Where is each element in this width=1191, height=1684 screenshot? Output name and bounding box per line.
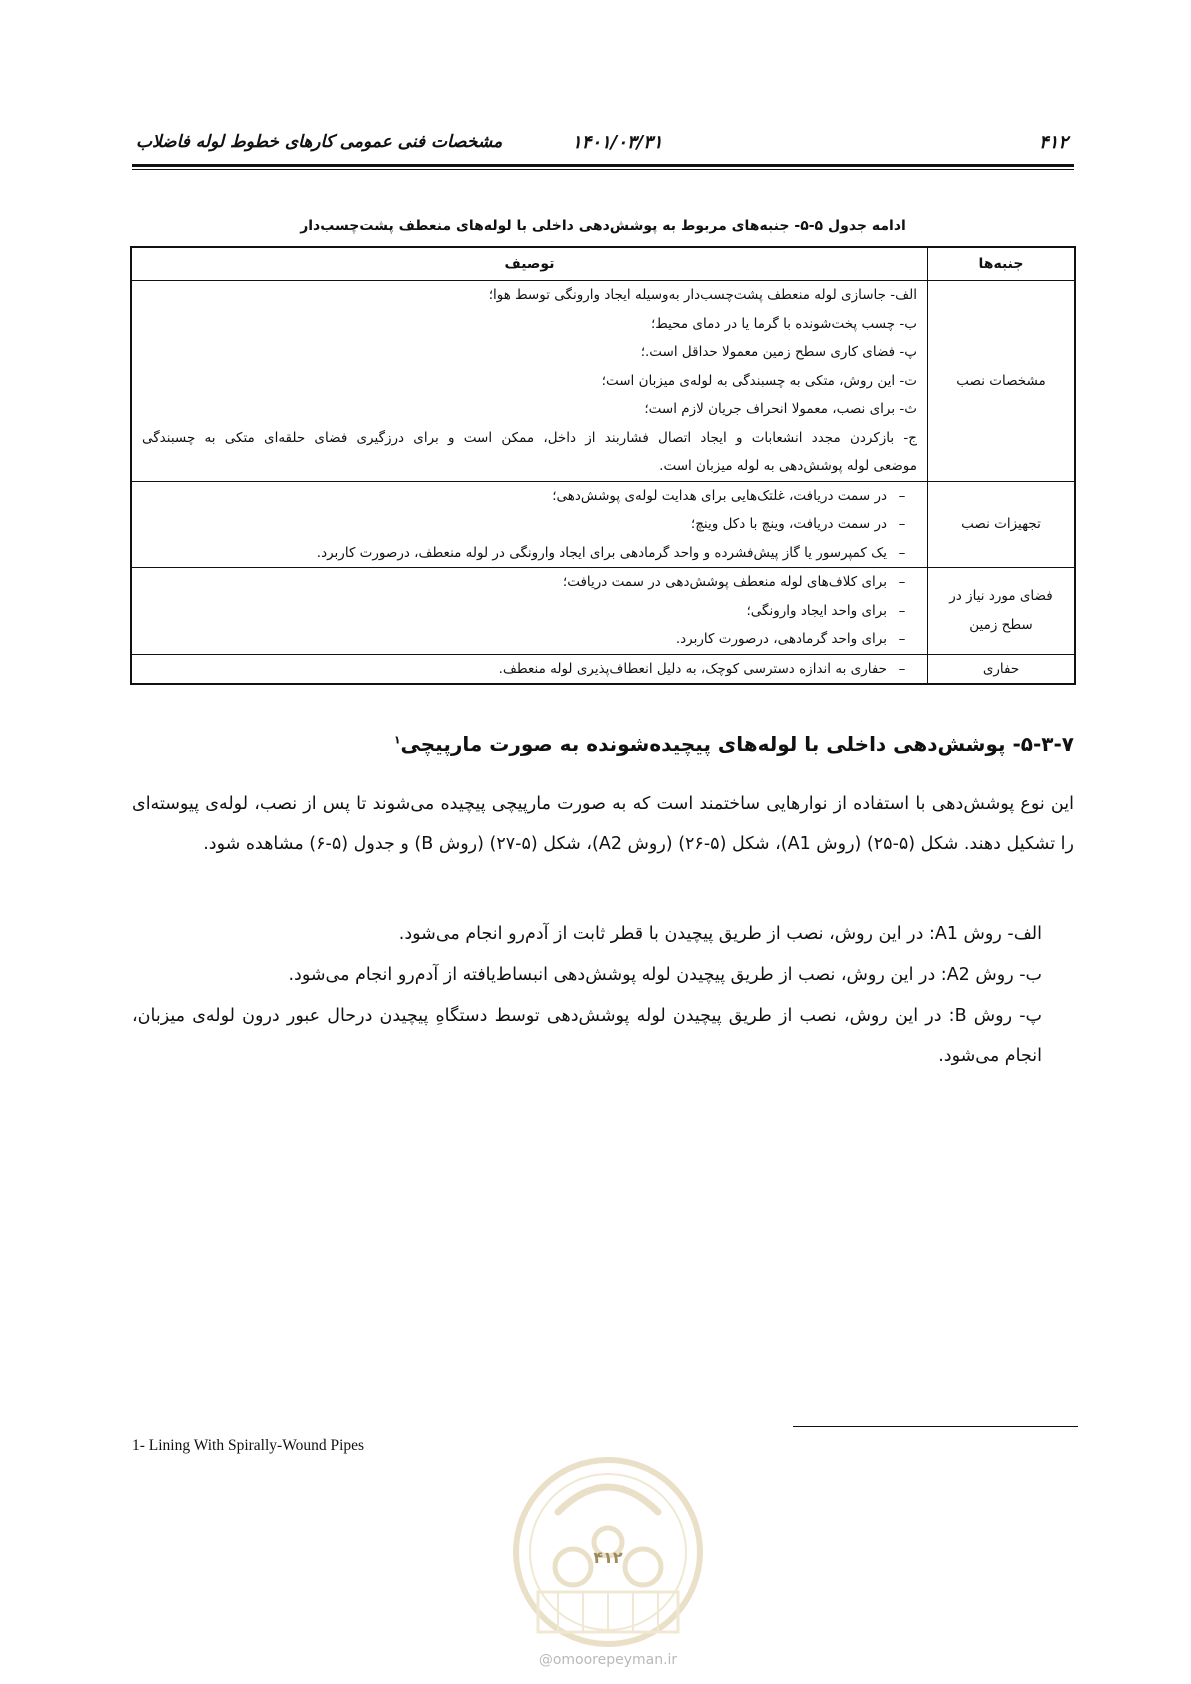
aspect-line: فضای مورد نیاز در <box>949 588 1053 605</box>
section-heading <box>132 732 1074 756</box>
list-item-text: برای کلاف‌های لوله منعطف پوشش‌دهی در سمت دریافت؛ <box>562 574 887 590</box>
list-item-text: یک کمپرسور یا گاز پیش‌فشرده و واحد گرمادهی برای ایجاد وارونگی در لوله منعطف، درصورت کاربرد. <box>316 544 887 561</box>
table-row <box>131 281 1075 482</box>
list-item <box>142 482 917 511</box>
aspect-cell: تجهیزات نصب <box>928 481 1076 568</box>
column-header-aspects: جنبه‌ها <box>928 247 1076 281</box>
description-line: الف- جاسازی لوله منعطف پشت‌چسب‌دار به‌وسیله ایجاد وارونگی توسط هوا؛ <box>488 287 917 303</box>
description-cell <box>131 281 928 482</box>
description-line: موضعی لوله پوشش‌دهی به لوله میزبان است. <box>659 458 917 474</box>
dash-marker: – <box>898 487 906 504</box>
section-heading-text: ۵-۳-۷- پوشش‌دهی داخلی با لوله‌های پیچیده‌شونده به صورت مارپیچی <box>400 732 1074 756</box>
method-item-a1: الف- روش A1: در این روش، نصب از طریق پیچیدن با قطر ثابت از آدم‌رو انجام می‌شود. <box>398 924 1042 944</box>
aspect-cell <box>928 568 1076 655</box>
description-cell <box>131 481 928 568</box>
aspect-cell: مشخصات نصب <box>928 281 1076 482</box>
page-header <box>132 116 1074 156</box>
list-item-text: برای واحد ایجاد وارونگی؛ <box>746 602 887 619</box>
list-item-text: برای واحد گرمادهی، درصورت کاربرد. <box>675 631 887 647</box>
aspect-line: سطح زمین <box>969 616 1033 633</box>
description-line: ت- این روش، متکی به چسبندگی به لوله‌ی میزبان است؛ <box>601 372 917 389</box>
description-line: پ- فضای کاری سطح زمین معمولا حداقل است.؛ <box>640 344 917 360</box>
watermark-page-number: ۴۱۲ <box>593 1548 623 1567</box>
document-date: ۱۴۰۱/۰۳/۳۱ <box>572 132 663 153</box>
table-header-row <box>131 247 1075 281</box>
description-line: ج- بازکردن مجدد انشعابات و ایجاد اتصال فشاربند از داخل، ممکن است و برای درزگیری فضای حلقه‌ای متکی به چسبندگی <box>142 429 917 446</box>
list-item-text: حفاری به اندازه دسترسی کوچک، به دلیل انعطاف‌پذیری لوله منعطف. <box>498 660 887 677</box>
dash-marker: – <box>898 660 906 677</box>
dash-marker: – <box>898 516 906 532</box>
description-line: ث- برای نصب، معمولا انحراف جریان لازم است؛ <box>644 401 917 417</box>
footnote-reference: ۱ <box>393 733 401 747</box>
list-item <box>142 510 917 539</box>
description-cell <box>131 654 928 684</box>
table-caption: ادامه جدول ۵-۵- جنبه‌های مربوط به پوشش‌دهی داخلی با لوله‌های منعطف پشت‌چسب‌دار <box>300 218 906 234</box>
dash-marker: – <box>898 544 906 561</box>
table-row <box>131 481 1075 568</box>
page-number: ۴۱۲ <box>1038 132 1068 153</box>
footnote: 1- Lining With Spirally-Wound Pipes <box>132 1437 365 1454</box>
table-row <box>131 568 1075 655</box>
aspects-table <box>130 246 1076 685</box>
list-item <box>142 568 917 597</box>
table-row <box>131 654 1075 684</box>
watermark-url: @omoorepeyman.ir <box>538 1652 678 1668</box>
description-cell <box>131 568 928 655</box>
list-item <box>142 655 917 684</box>
header-rule-thin <box>132 169 1074 170</box>
list-item-text: در سمت دریافت، غلتک‌هایی برای هدایت لوله‌ی پوشش‌دهی؛ <box>552 487 887 504</box>
header-rule-thick <box>132 164 1074 167</box>
dash-marker: – <box>898 574 906 590</box>
list-item-text: در سمت دریافت، وینچ با دکل وینچ؛ <box>690 516 887 532</box>
footnote-separator <box>793 1426 1078 1427</box>
dash-marker: – <box>898 602 906 619</box>
document-title: مشخصات فنی عمومی کارهای خطوط لوله فاضلاب <box>136 132 503 152</box>
list-item <box>142 597 917 626</box>
body-paragraph: این نوع پوشش‌دهی با استفاده از نوارهایی ساختمند است که به صورت مارپیچی پیچیده می‌شوند تا پس از نصب، لوله‌ی پیوسته‌ای را تشکیل دهند. شکل (۵-۲۵) (روش A1)، شکل (۵-۲۶) (روش A2)، شکل (۵-۲۷) (روش B) و جدول (۵-۶) مشاهده شود. <box>132 794 1074 854</box>
description-line: ب- چسب پخت‌شونده با گرما یا در دمای محیط؛ <box>650 315 917 332</box>
list-item <box>142 625 917 654</box>
list-item <box>142 539 917 568</box>
column-header-description: توصیف <box>131 247 928 281</box>
dash-marker: – <box>898 631 906 647</box>
method-item-b: پ- روش B: در این روش، نصب از طریق پیچیدن لوله پوشش‌دهی توسط دستگاهِ پیچیدن درحال عبور درون لوله‌ی میزبان، انجام می‌شود. <box>132 1006 1042 1066</box>
aspect-cell: حفاری <box>928 654 1076 684</box>
method-item-a2: ب- روش A2: در این روش، نصب از طریق پیچیدن لوله پوشش‌دهی انبساط‌یافته از آدم‌رو انجام می‌شود. <box>288 965 1042 985</box>
